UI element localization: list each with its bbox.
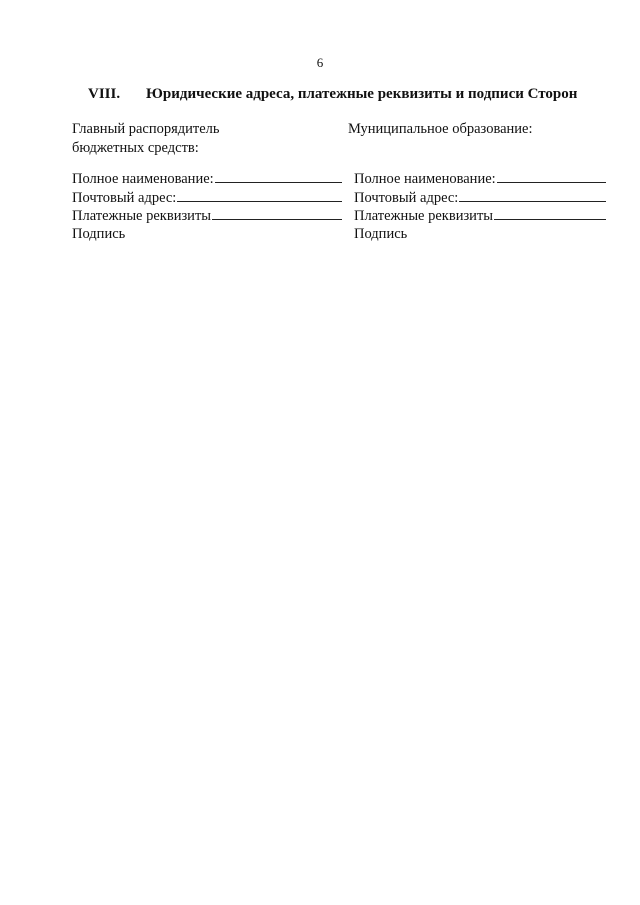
page-number: 6 (316, 55, 324, 70)
left-party-heading (72, 120, 220, 158)
right-party-fields (354, 170, 606, 243)
left-signature-row (72, 226, 342, 244)
left-postal-address-label: Почтовый адрес: (72, 189, 177, 206)
left-payment-details-blank[interactable] (212, 207, 342, 220)
right-payment-details-blank[interactable] (494, 207, 606, 220)
right-postal-address-row (354, 189, 606, 208)
right-postal-address-blank[interactable] (459, 189, 606, 202)
right-payment-details-label: Платежные реквизиты (354, 208, 494, 224)
left-party-heading-line2: бюджетных средств: (72, 140, 199, 156)
left-signature-label: Подпись (72, 225, 126, 242)
left-full-name-row (72, 170, 342, 189)
left-full-name-label: Полное наименование: (72, 171, 214, 187)
left-payment-details-label: Платежные реквизиты (72, 208, 212, 224)
left-party-fields (72, 170, 342, 243)
right-full-name-label: Полное наименование: (354, 171, 496, 187)
right-payment-details-row (354, 207, 606, 226)
right-signature-label: Подпись (354, 225, 408, 242)
right-full-name-blank[interactable] (497, 170, 606, 183)
right-party-heading-line1: Муниципальное образование: (348, 121, 533, 137)
right-signature-row (354, 226, 606, 244)
left-postal-address-row (72, 189, 342, 208)
section-number: VIII. (88, 86, 121, 102)
section-title: Юридические адреса, платежные реквизиты и подписи Сторон (146, 86, 578, 102)
right-full-name-row (354, 170, 606, 189)
left-postal-address-blank[interactable] (177, 189, 342, 202)
right-party-heading (348, 120, 533, 139)
right-postal-address-label: Почтовый адрес: (354, 189, 459, 206)
left-payment-details-row (72, 207, 342, 226)
left-party-heading-line1: Главный распорядитель (72, 121, 220, 137)
left-full-name-blank[interactable] (215, 170, 342, 183)
